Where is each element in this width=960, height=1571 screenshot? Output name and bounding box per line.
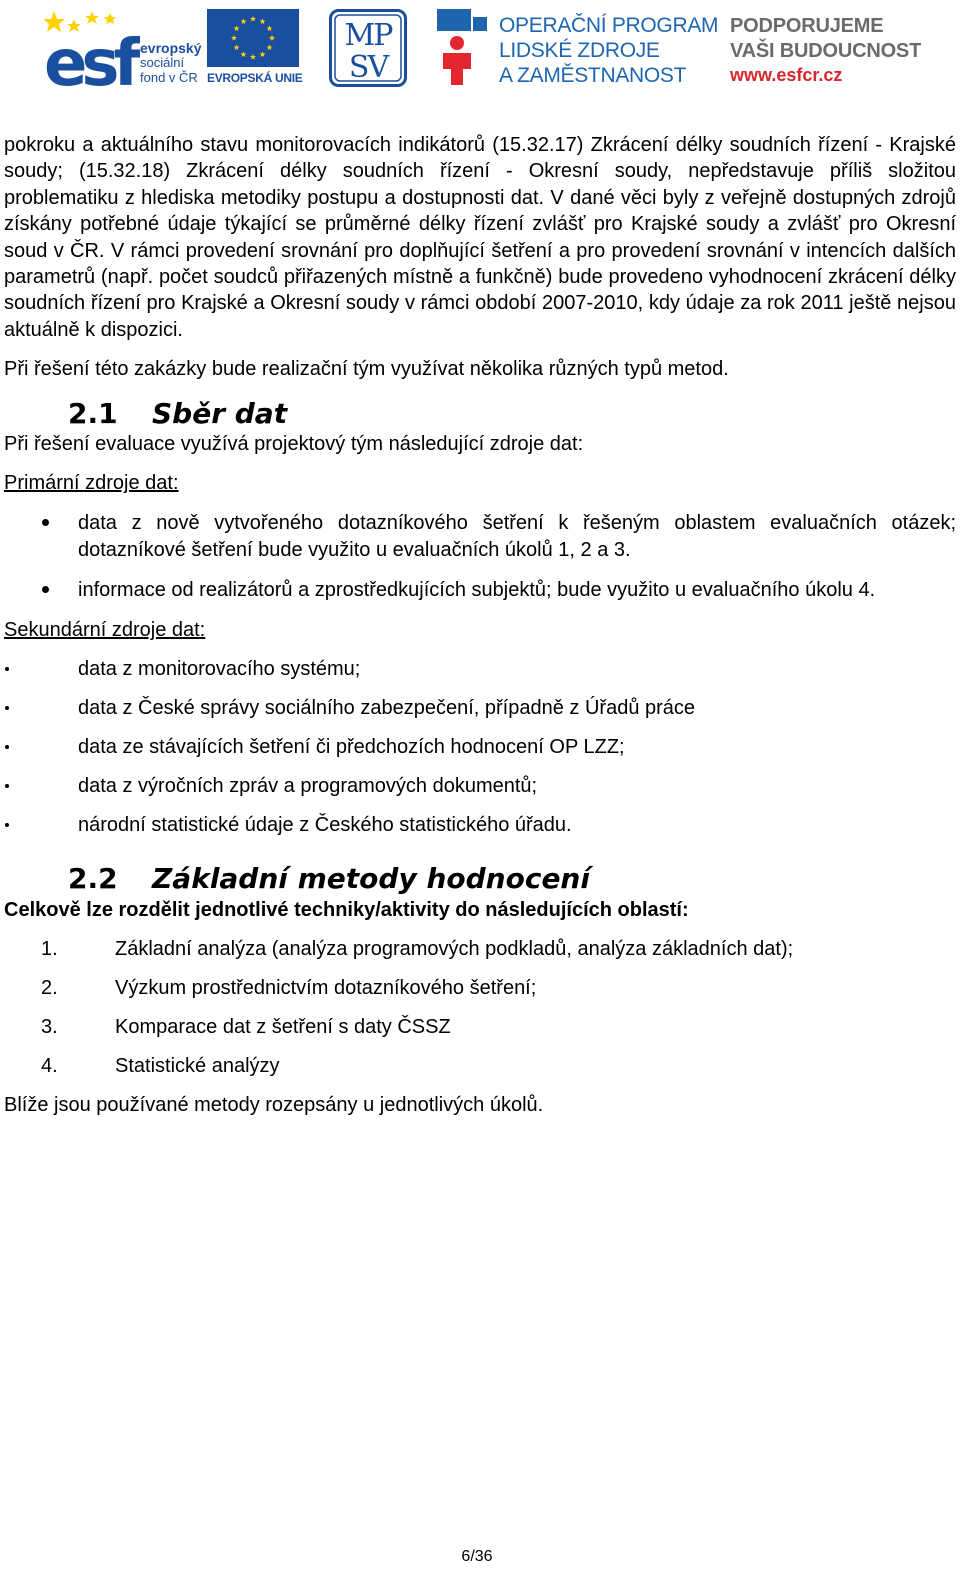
bullet-icon xyxy=(42,586,49,593)
secondary-sources-list xyxy=(4,656,956,838)
podporujeme-line1: PODPORUJEME xyxy=(730,15,884,37)
bullet-icon xyxy=(5,706,9,710)
closing-paragraph: Blíže jsou používané metody rozepsány u jednotlivých úkolů. xyxy=(4,1094,544,1117)
primary-sources-list xyxy=(4,510,956,603)
op-lzz-logo xyxy=(437,9,719,87)
bullet-icon xyxy=(5,784,9,788)
section-2-2-title: Základní metody hodnocení xyxy=(152,862,590,896)
list-item: informace od realizátorů a zprostředkujících subjektů; bude využito u evaluačního úkolu 4. xyxy=(4,577,956,603)
list-item: data z výročních zpráv a programových dokumentů; xyxy=(4,773,956,799)
bullet-icon xyxy=(5,823,9,827)
eu-logo xyxy=(207,9,303,87)
esf-mark-icon xyxy=(44,9,140,87)
header-logos xyxy=(0,0,960,100)
intro-paragraph: pokroku a aktuálního stavu monitorovacích indikátorů (15.32.17) Zkrácení délky soudních řízení - Krajské soudy; (15.32.18) Zkrácení délky soudních řízení - Okresní soudy, nepředstavuje příliš složitou problematiku z hlediska metodiky postupu a dostupnosti dat. V dané věci byly z veřejně dostupných zdrojů získány potřebné údaje týkající se průměrné délky řízení zvlášť pro Krajské soudy a zvlášť pro Okresní soud v ČR. V rámci provedení srovnání pro doplňující šetření a pro provedení srovnání v intencích dalších parametrů (např. počet soudců přiřazených místně a funkčně) bude provedeno vyhodnocení zkrácení délky soudních řízení pro Krajské a Okresní soudy v rámci období 2007-2010, kdy údaje za rok 2011 ještě nejsou aktuálně k dispozici. xyxy=(4,134,956,341)
svg-text:esf: esf xyxy=(44,27,136,87)
mpsv-logo xyxy=(329,9,407,87)
methods-intro: Při řešení této zakázky bude realizační tým využívat několika různých typů metod. xyxy=(4,358,729,381)
document-body xyxy=(4,132,956,1118)
op-line2: LIDSKÉ ZDROJE xyxy=(499,39,660,62)
mpsv-mark-icon xyxy=(329,9,407,87)
eu-flag-icon xyxy=(207,9,299,67)
esfcr-url-link[interactable]: www.esfcr.cz xyxy=(730,65,843,85)
section-2-1-heading xyxy=(4,397,956,431)
list-item: 1. Základní analýza (analýza programových podkladů, analýza základních dat); xyxy=(41,938,794,961)
op-lzz-figure-icon xyxy=(437,9,493,87)
list-item: 3. Komparace dat z šetření s daty ČSSZ xyxy=(41,1016,451,1039)
section-2-2-intro: Celkově lze rozdělit jednotlivé techniky/aktivity do následujících oblastí: xyxy=(4,899,689,922)
podporujeme-logo xyxy=(730,14,930,86)
list-item: data z nově vytvořeného dotazníkového šetření k řešeným oblastem evaluačních otázek; dotazníkové šetření bude využito u evaluačních úkolů 1, 2 a 3. xyxy=(4,510,956,563)
eu-label: EVROPSKÁ UNIE xyxy=(207,71,303,85)
podporujeme-line2: VAŠI BUDOUCNOST xyxy=(730,40,922,62)
section-2-2-heading xyxy=(4,862,956,896)
section-2-1-intro: Při řešení evaluace využívá projektový tým následující zdroje dat: xyxy=(4,433,584,456)
page-number: 6/36 xyxy=(461,1548,493,1565)
bullet-icon xyxy=(42,519,49,526)
section-2-1-title: Sběr dat xyxy=(152,397,288,431)
esf-logo xyxy=(44,9,200,87)
svg-text:SV: SV xyxy=(348,50,388,85)
list-item: 2. Výzkum prostřednictvím dotazníkového šetření; xyxy=(41,977,537,1000)
methods-list xyxy=(4,936,956,1079)
bullet-icon xyxy=(5,667,9,671)
list-item: data z monitorovacího systému; xyxy=(4,656,956,682)
svg-text:MP: MP xyxy=(344,18,392,53)
list-item: data ze stávajících šetření či předchozích hodnocení OP LZZ; xyxy=(4,734,956,760)
esf-line2: sociální xyxy=(140,55,185,70)
esf-line1: evropský xyxy=(140,40,202,56)
secondary-sources-label: Sekundární zdroje dat: xyxy=(4,619,206,642)
list-item: 4. Statistické analýzy xyxy=(41,1055,280,1078)
bullet-icon xyxy=(5,745,9,749)
esf-line3: fond v ČR xyxy=(140,70,198,85)
list-item: data z České správy sociálního zabezpečení, případně z Úřadů práce xyxy=(4,695,956,721)
primary-sources-label: Primární zdroje dat: xyxy=(4,472,179,495)
op-line1: OPERAČNÍ PROGRAM xyxy=(499,14,719,37)
op-line3: A ZAMĚSTNANOST xyxy=(499,64,687,87)
section-2-2-number: 2.2 xyxy=(68,862,118,896)
section-2-1-number: 2.1 xyxy=(68,397,118,431)
list-item: národní statistické údaje z Českého statistického úřadu. xyxy=(4,812,956,838)
